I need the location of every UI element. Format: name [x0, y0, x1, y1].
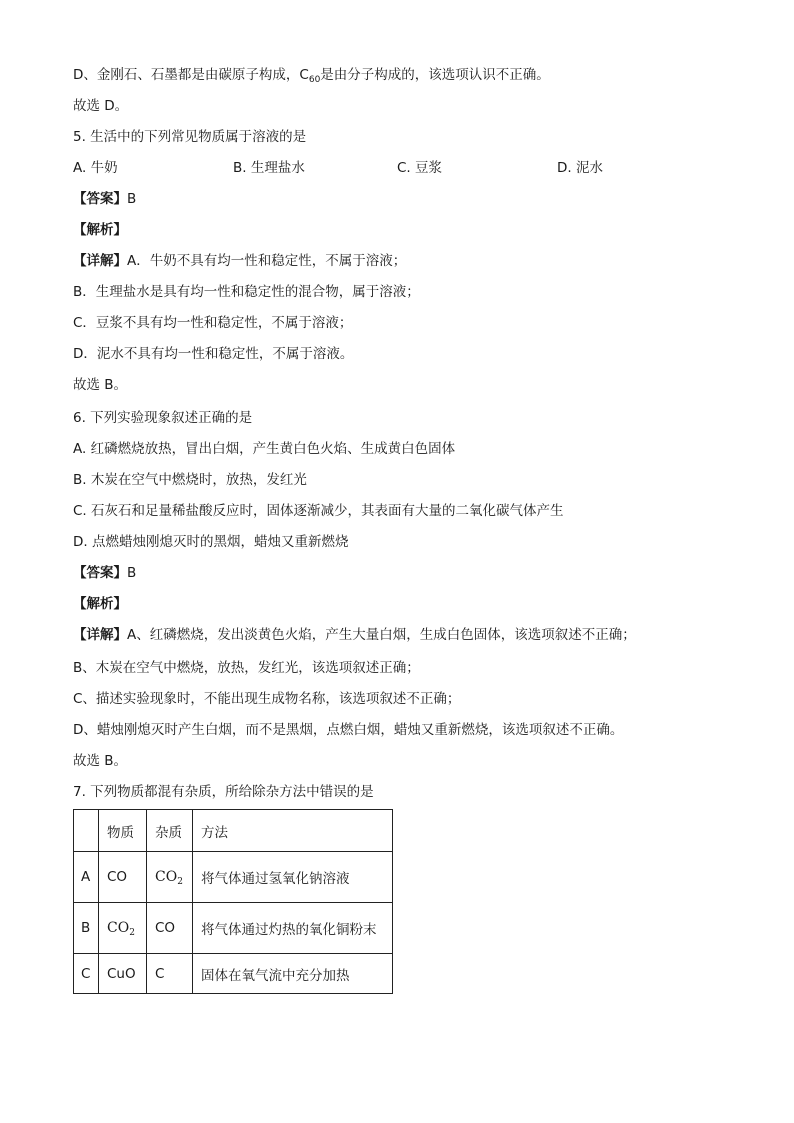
table-row — [74, 903, 393, 954]
row-impurity: CO — [147, 903, 193, 954]
q5-detail-line-4: D．泥水不具有均一性和稳定性，不属于溶液。 — [73, 346, 354, 362]
q6-detail-line-1: 【详解】A、红磷燃烧，发出淡黄色火焰，产生大量白烟，生成白色固体，该选项叙述不正确； — [73, 627, 636, 643]
header-blank — [74, 810, 99, 852]
header-impurity: 杂质 — [147, 810, 193, 852]
impurity-table — [73, 809, 393, 994]
row-label: C — [74, 954, 99, 994]
q5-choose-line: 故选 B。 — [73, 377, 128, 393]
q5-option-d: D. 泥水 — [557, 160, 603, 176]
q7-stem: 7. 下列物质都混有杂质，所给除杂方法中错误的是 — [73, 784, 374, 800]
q5-option-b: B. 生理盐水 — [233, 160, 305, 176]
c60-formula: $C_{60}$ — [299, 67, 321, 85]
co2-formula: $CO_2$ — [107, 920, 135, 938]
q6-choose-line: 故选 B。 — [73, 753, 128, 769]
q6-option-d: D. 点燃蜡烛刚熄灭时的黑烟，蜡烛又重新燃烧 — [73, 534, 349, 550]
q6-option-b: B. 木炭在空气中燃烧时，放热，发红光 — [73, 472, 307, 488]
row-label: A — [74, 852, 99, 903]
q5-detail-line-2: B．生理盐水是具有均一性和稳定性的混合物，属于溶液； — [73, 284, 420, 300]
q6-detail-line-3: C、描述实验现象时，不能出现生成物名称，该选项叙述不正确； — [73, 691, 461, 707]
table-header-row — [74, 810, 393, 852]
q6-detail-line-2: B、木炭在空气中燃烧，放热，发红光，该选项叙述正确； — [73, 660, 420, 676]
q6-option-a: A. 红磷燃烧放热，冒出白烟，产生黄白色火焰、生成黄白色固体 — [73, 441, 456, 457]
row-impurity: C — [147, 954, 193, 994]
row-substance: CuO — [99, 954, 147, 994]
row-substance: CO — [99, 852, 147, 903]
q5-option-a: A. 牛奶 — [73, 160, 118, 176]
q6-option-c: C. 石灰石和足量稀盐酸反应时，固体逐渐减少，其表面有大量的二氧化碳气体产生 — [73, 503, 564, 519]
prev-option-d-explanation: D、金刚石、石墨都是由碳原子构成，$C_{60}$是由分子构成的，该选项认识不正确。 — [73, 67, 550, 85]
row-impurity — [147, 852, 193, 903]
q5-detail-line-1: 【详解】A．牛奶不具有均一性和稳定性，不属于溶液； — [73, 253, 407, 269]
table-row — [74, 852, 393, 903]
q6-answer: 【答案】B — [73, 565, 137, 581]
co2-formula: $CO_2$ — [155, 869, 183, 887]
row-method: 固体在氧气流中充分加热 — [193, 954, 393, 994]
q5-answer: 【答案】B — [73, 191, 137, 207]
q6-detail-line-4: D、蜡烛刚熄灭时产生白烟，而不是黑烟，点燃白烟，蜡烛又重新燃烧，该选项叙述不正确。 — [73, 722, 624, 738]
q5-detail-line-3: C．豆浆不具有均一性和稳定性，不属于溶液； — [73, 315, 353, 331]
prev-choose-line: 故选 D。 — [73, 98, 129, 114]
row-label: B — [74, 903, 99, 954]
q6-analysis-tag: 【解析】 — [73, 596, 127, 612]
q5-analysis-tag: 【解析】 — [73, 222, 127, 238]
row-method: 将气体通过氢氧化钠溶液 — [193, 852, 393, 903]
q5-stem: 5. 生活中的下列常见物质属于溶液的是 — [73, 129, 307, 145]
header-substance: 物质 — [99, 810, 147, 852]
row-method: 将气体通过灼热的氧化铜粉末 — [193, 903, 393, 954]
header-method: 方法 — [193, 810, 393, 852]
q6-stem: 6. 下列实验现象叙述正确的是 — [73, 410, 253, 426]
table-row — [74, 954, 393, 994]
q5-option-c: C. 豆浆 — [397, 160, 443, 176]
row-substance — [99, 903, 147, 954]
